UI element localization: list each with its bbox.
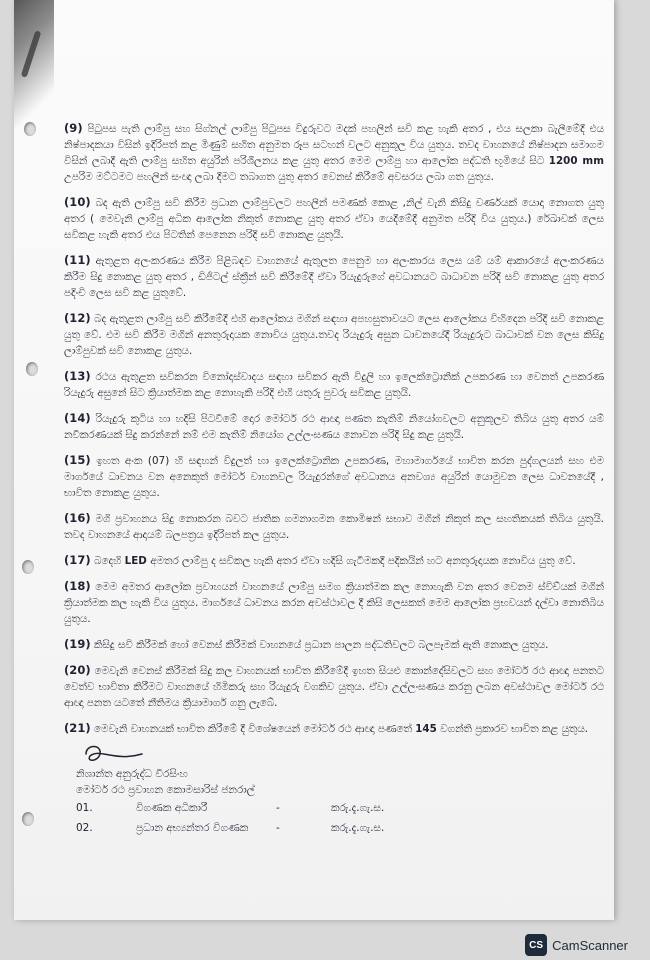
- numbered-paragraph: [64, 368, 604, 401]
- copy-dash: -: [276, 802, 280, 814]
- paragraph-emphasis: LED: [124, 555, 147, 567]
- paragraph-text: බද ඇතුළත ලාම්පු සවි කිරීමේදී එහි ආලෝකය මගින් සඳහා අපහසුතාවයට ලෙස ආලෝකය විහිදෙන පරිදි සවි නොකළ යුතු වේ. එම සවි කිරීම මගින් අනතුරුදායක නොවිය යුතුය.තවද රියැදුරු අසුන ධාවනයේදී රියැදුරුට බාධාවක් වන ලෙස කිසිදු ලාම්පුවක් සවි නොකළ යුතුය.: [64, 313, 604, 357]
- punch-hole: [26, 362, 38, 376]
- paragraph-number: (15): [64, 453, 91, 467]
- copy-role: විගණක අධිකාරී: [136, 802, 208, 814]
- numbered-paragraph: [64, 578, 604, 627]
- document-body: [64, 120, 604, 746]
- paragraph-text: මගි ප්‍රවාහනය සිදු නොකරන බවට ජාතික ගමනාගමන කොමිෂන් සභාව මගින් නිකුත් කල සහතිකයක් තිබිය යුතුයි. තවද වාහනයේ ආදායම් බලපත්‍රය ඉදිරිපත් කල යුතුය.: [64, 513, 604, 541]
- paragraph-number: (18): [64, 579, 91, 593]
- document-page: [14, 0, 614, 920]
- paragraph-emphasis: 1200 mm: [548, 155, 604, 167]
- camscanner-logo-icon: CS: [525, 934, 547, 956]
- paragraph-number: (9): [64, 121, 83, 135]
- numbered-paragraph: [64, 510, 604, 543]
- paragraph-text: ඉහත අංක (07) හි සඳහන් විදුලත් හා ඉලෙක්ට්‍රොනික උපකරණ, මහාමාර්ගයේ භාවිත කරන පුද්ගලයන් සහ එම මාර්ගයේ ධාවනය වන අනෙකුත් මෝටර් වාහනවල රියැදුරන්ගේ අවධානය අනවශ්‍ය අයුරින් යොමුවන ලෙස ධාවනයේදී , භාවිත නොකළ යුතුය.: [64, 455, 604, 499]
- paragraph-emphasis: 145: [415, 723, 437, 735]
- numbered-paragraph: [64, 120, 604, 185]
- camscanner-label: CamScanner: [552, 937, 628, 953]
- paragraph-text: බදෙහි: [94, 555, 122, 567]
- paragraph-text: මෙවැනි වාහනයක් භාවිත කිරීමේ දී විශේෂයෙන් මෝටර් රථ ආඥා පණතේ: [94, 723, 412, 735]
- numbered-paragraph: [64, 310, 604, 359]
- copy-number: 01.: [76, 802, 93, 814]
- paragraph-number: (21): [64, 721, 91, 735]
- paragraph-text: රියැදුරු කුටිය හා හදිසි පිටවීමේ දොර මෝටර් රථ ආඥා පණත කැතිම් නියෝගවලට අනුකූලව තිබිය යුතු අතර යම් නවීකරණයක් සිදු කරන්නේ නම් එම කැතිම් නියෝග උල්ලංඝණය නොවන පරිදි සිදු කළ යුතුයි.: [64, 413, 604, 441]
- paragraph-number: (11): [64, 253, 91, 267]
- paragraph-number: (12): [64, 311, 91, 325]
- punch-hole: [22, 812, 34, 826]
- copy-dash: -: [276, 822, 280, 834]
- numbered-paragraph: [64, 452, 604, 501]
- punch-hole: [24, 122, 36, 136]
- paragraph-number: (13): [64, 369, 91, 383]
- numbered-paragraph: [64, 252, 604, 301]
- paragraph-text: මෙම අමතර ආලෝක ප්‍රවාහයන් වාහනයේ ලාම්පු සමග ක්‍රියාත්මක කල නොහැකි වන අතර වෙනම ස්විච්යක් මගින් ක්‍රියාත්මක කල හැකි විය යුතුය. මාර්ගයේ ධාවනය කරන අවස්ථාවල දී කිසි ලෙසකත් මෙම ආලෝක ප්‍රභවයන් දල්වා නොතිබිය යුතුය.: [64, 581, 604, 625]
- signature-block: [76, 766, 496, 798]
- copy-role: ප්‍රධාන අභ්‍යන්තර විගණක: [136, 822, 249, 834]
- page-edge-shadow: [14, 0, 54, 180]
- paragraph-number: (14): [64, 411, 91, 425]
- paragraph-text: මෙවැනි වෙනස් කිරීමක් සිදු කල වාහනයක් භාවිත කිරීමේදී ඉහත සියළු කොන්දේසිවලට සහ මෝටර් රථ ආඥා පනතට වෙත්ව භාවිතා කිරීමට වාහනයේ හිමිකරු සහ රියැදුරු වගකිව යුතුය. ඒවා උල්ලංඝණය කරනු ලබන අවස්ථාවල මෝටර් රථ ආඥා පනත යටතේ නීතිමය ක්‍රියාමාර්ග ගනු ලැබේ.: [64, 665, 604, 709]
- paragraph-number: (20): [64, 663, 91, 677]
- punch-hole: [22, 560, 34, 574]
- copy-action: කරු.දැ.ගැ.ස.: [331, 802, 385, 814]
- paragraph-text: පිටුපස පැති ලාම්පු සහ සිග්නල් ලාම්පු පිටුපස විදුරුවට මදක් පහලින් සවි කළ හැකි අතර , එය සලකා බැලීමේදී එය නිෂ්පාදකයා විසින් ඉදිරිපත් කළ මිණුම් සහිත අනුමත රූප සටහන් වලට අනුකූල විය යුතුය. තවද වාහනයේ නිෂ්පාදන සමාගම විසින් ලබාදී ඇති ලාම්පු සහිත අයුරින් පරිශීලනය කළ යුතු අතර මෙම ලාම්පු හා ආලෝක පද්ධති භූමියේ සිට: [64, 123, 604, 167]
- copy-number: 02.: [76, 822, 93, 834]
- paragraph-text-continued: උපරිම මට්ටමට පහලින් සංඥා ලබා දීමට තබාගත යුතු අතර වෙනස් කිරීමේ අවසරය ලබා ගත යුතුය.: [64, 171, 494, 183]
- paragraph-number: (17): [64, 553, 91, 567]
- handwritten-signature: [80, 740, 150, 766]
- paragraph-text-continued: අමතර ලාම්පු ද සවිකල හැකි අතර ඒවා හදිසි ගැටීමකදී පදිකයින් හට අනතුරුදායක නොවිය යුතු වේ.: [150, 555, 576, 567]
- signatory-name: නිශාන්ත අනුරුද්ධ වීරසිංහ: [76, 768, 188, 780]
- paragraph-number: (19): [64, 637, 91, 651]
- numbered-paragraph: [64, 194, 604, 243]
- paragraph-text: ඇතුළත අලංකරණය කිරීම පිළිබඳව වාහනයේ ඇතුලත පෙනුම හා අලංකාරය ලෙස යම් යම් ආකාරයේ අලංකරණය කිරීම සිදු නොකළ යුතු අතර , ඩිජිටල් ස්ක්‍රීන් සවි කිරීමේදී ඒවා රියැදුරුගේ අවධානයට බාධාවන පරිදි සවි නොකළ යුතු අතර පදිංචි ලෙස සවි කළ යුතුවේ.: [64, 255, 604, 299]
- signatory-title: මෝටර් රථ ප්‍රවාහන කොමසාරිස් ජනරාල්: [76, 784, 255, 796]
- paragraph-text: කිසිදු සවි කිරීමක් හෝ වෙනස් කිරීමක් වාහනයේ ප්‍රධාන පාලන පද්ධතිවලට බලපෑමක් ඇති නොකල යුතුය.: [94, 639, 549, 651]
- paragraph-number: (16): [64, 511, 91, 525]
- camscanner-watermark: [525, 934, 628, 956]
- paragraph-text: රථය ඇතුළත සවිකරන විනෝදාස්වාදය සඳහා සවිකර ඇති විදුලි හා ඉලෙක්ට්‍රොනික් උපකරණ හා වෙනත් උපකරණ රියැදුරු අසුනේ සිට ක්‍රියාත්මක කළ නොහැකි පරිදි එහි යතුරු පුවරු සවිකළ යුතුයි.: [64, 371, 604, 399]
- numbered-paragraph: [64, 552, 604, 569]
- numbered-paragraph: [64, 410, 604, 443]
- numbered-paragraph: [64, 720, 604, 737]
- numbered-paragraph: [64, 662, 604, 711]
- paragraph-number: (10): [64, 195, 91, 209]
- numbered-paragraph: [64, 636, 604, 653]
- paragraph-text: බද ඇති ලාම්පු සවි කිරීම ප්‍රධාන ලාම්පුවලට පහලින් පමණක් කොළ ,නිල් වැනි කිසිදු වර්ණයක් යොදා නොගත යුතු අතර ( මෙවැනි ලාම්පු අධික ආලෝක නිකුත් නොකළ යුතු අතර ඒවා යෙදීමේදී අනුමත පරිදි විය යුතුය.) රේඛාවක් ලෙස සවිකළ හැකි අතර එය පිටතින් පෙනෙන පරිදි සවි නොකළ යුතුයි.: [64, 197, 604, 241]
- copy-action: කරු.දැ.ගැ.ස.: [331, 822, 385, 834]
- copy-row: [76, 802, 516, 820]
- paragraph-text-continued: වගන්ති ප්‍රකාරව භාවිත කළ යුතුය.: [440, 723, 589, 735]
- copy-row: [76, 822, 516, 840]
